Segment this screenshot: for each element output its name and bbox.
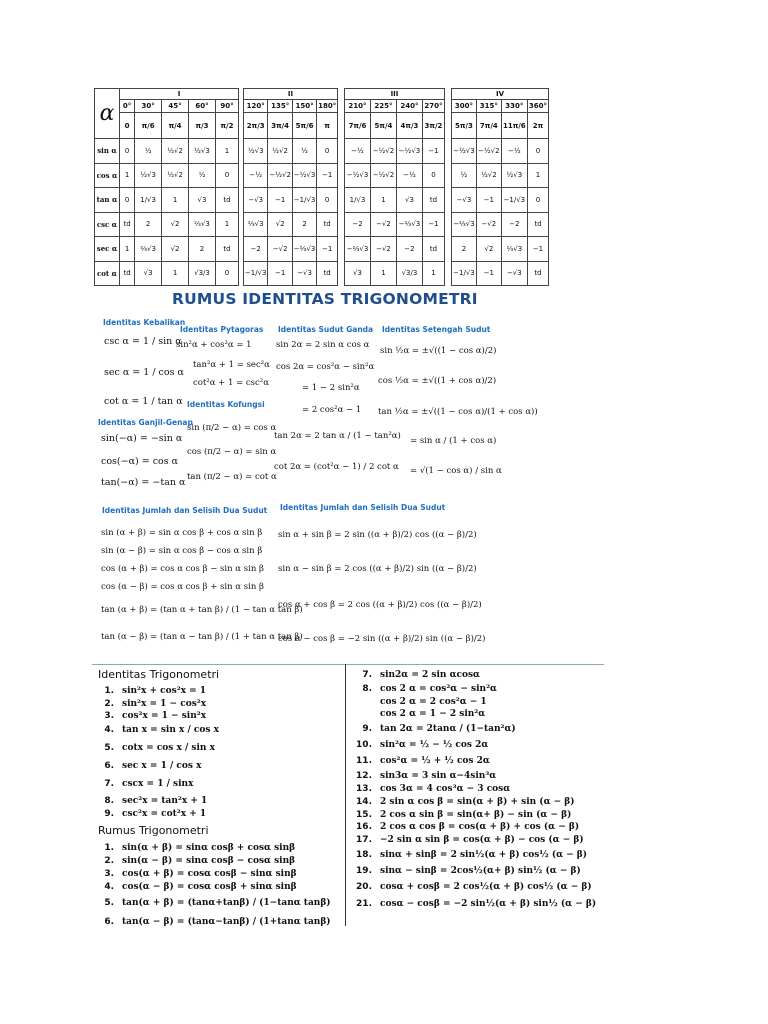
section-heading-sudut-ganda: Identitas Sudut Ganda xyxy=(278,325,374,334)
formula: sin α − sin β = 2 cos ((α + β)/2) sin ((α − β)/2) xyxy=(278,564,477,574)
formula: cos(−α) = cos α xyxy=(101,456,179,467)
formula: = sin α / (1 + cos α) xyxy=(410,436,497,446)
list-item: 8. sec²x = tan²x + 1 xyxy=(104,796,208,807)
quadrant-label: II xyxy=(244,89,338,100)
page-title: RUMUS IDENTITAS TRIGONOMETRI xyxy=(172,290,478,308)
list-item: 2. sin²x = 1 − cos²x xyxy=(104,698,207,709)
list-item: 20. cosα + cosβ = 2 cos½(α + β) cos½ (α − β) xyxy=(356,881,592,892)
section-heading-kebalikan: Identitas Kebalikan xyxy=(103,318,186,327)
formula: tan (π/2 − α) = cot α xyxy=(187,472,277,482)
list-item: 5. cotx = cos x / sin x xyxy=(104,743,215,754)
trig-table-q2: II 120° 135° 150° 180° 2π/3 3π/4 5π/6 π ½√3 ½√2 ½ 0 −½ −½√2 −½√3 −1 −√3 −1 −1/√3 0 ⅔√3 √2 2 td −2 −√2 −⅔√3 −1 −1/√3 −1 −√3 td xyxy=(243,88,338,286)
formula: sec α = 1 / cos α xyxy=(104,367,184,378)
formula: sin (α − β) = sin α cos β − cos α sin β xyxy=(101,546,263,556)
divider xyxy=(92,664,604,665)
formula: cot 2α = (cot²α − 1) / 2 cot α xyxy=(274,462,399,472)
trig-table-q1: α I 0° 30° 45° 60° 90° 0 π/6 π/4 π/3 π/2 sin α 0 ½ ½√2 ½√3 1 cos α 1 ½√3 ½√2 ½ 0 tan α 0 1/√3 1 √3 td csc α td 2 √2 ⅔√3 1 sec α 1 ⅔√3 √2 2 td cot α td √3 1 √3/3 0 xyxy=(94,88,239,286)
section-heading-jumlah-selisih: Identitas Jumlah dan Selisih Dua Sudut xyxy=(102,506,268,515)
formula: cos 2α = cos²α − sin²α xyxy=(276,362,375,372)
list-item: 17. −2 sin α sin β = cos(α + β) − cos (α − β) xyxy=(356,834,584,845)
section-heading-setengah-sudut: Identitas Setengah Sudut xyxy=(382,325,491,334)
formula: tan (α + β) = (tan α + tan β) / (1 − tan α tan β) xyxy=(101,605,303,615)
list-item: 14. 2 sin α cos β = sin(α + β) + sin (α − β) xyxy=(356,797,575,807)
formula: = √(1 − cos α) / sin α xyxy=(410,466,502,476)
list-item: 18. sinα + sinβ = 2 sin½(α + β) cos½ (α − β) xyxy=(356,849,588,860)
formula-list-right xyxy=(354,670,596,915)
identity-list xyxy=(96,686,219,821)
quadrant-label: III xyxy=(345,89,445,100)
list-item: 13. cos 3α = 4 cos³α − 3 cosα xyxy=(356,784,511,794)
formula: sin²α + cos²α = 1 xyxy=(176,340,252,350)
list-item: 7. sin2α = 2 sin αcosα xyxy=(362,670,480,680)
formula: cos ½α = ±√((1 + cos α)/2) xyxy=(378,376,497,386)
heading-rumus-trigonometri: Rumus Trigonometri xyxy=(98,824,209,837)
formula: tan (α − β) = (tan α − tan β) / (1 + tan α tan β) xyxy=(101,632,303,642)
section-heading-jumlah-selisih-2: Identitas Jumlah dan Selisih Dua Sudut xyxy=(280,503,446,512)
formula: tan 2α = 2 tan α / (1 − tan²α) xyxy=(274,431,401,441)
formula: sin (α + β) = sin α cos β + cos α sin β xyxy=(101,528,263,538)
list-item: 12. sin3α = 3 sin α−4sin³α xyxy=(356,771,497,781)
formula: cot²α + 1 = csc²α xyxy=(193,378,269,388)
list-item: 7. cscx = 1 / sinx xyxy=(104,779,194,790)
formula: tan ½α = ±√((1 − cos α)/(1 + cos α)) xyxy=(378,407,538,417)
list-item: 16. 2 cos α cos β = cos(α + β) + cos (α − β) xyxy=(356,822,580,832)
list-item: 1. sin²x + cos²x = 1 xyxy=(104,686,207,696)
formula: sin(−α) = −sin α xyxy=(101,433,183,444)
list-item: cos 2 α = 2 cos²α − 1 xyxy=(380,696,487,707)
list-item: 8. cos 2 α = cos²α − sin²α xyxy=(362,684,497,694)
trig-table-q4: IV 300° 315° 330° 360° 5π/3 7π/4 11π/6 2π −½√3 −½√2 −½ 0 ½ ½√2 ½√3 1 −√3 −1 −1/√3 0 −⅔√3 −√2 −2 td 2 √2 ⅔√3 −1 −1/√3 −1 −√3 td xyxy=(451,88,549,286)
formula: = 2 cos²α − 1 xyxy=(302,405,362,415)
list-item: 6. tan(α − β) = (tanα−tanβ) / (1+tanα tanβ) xyxy=(104,917,331,927)
quadrant-label: IV xyxy=(452,89,549,100)
list-item: 19. sinα − sinβ = 2cos½(α+ β) sin½ (α − β) xyxy=(356,865,581,876)
trig-table-q3: III 210° 225° 240° 270° 7π/6 5π/4 4π/3 3π/2 −½ −½√2 −½√3 −1 −½√3 −½√2 −½ 0 1/√3 1 √3 td −2 −√2 −⅔√3 −1 −⅔√3 −√2 −2 td √3 1 √3/3 1 xyxy=(344,88,445,286)
formula: tan(−α) = −tan α xyxy=(101,477,186,488)
formula: sin 2α = 2 sin α cos α xyxy=(276,340,370,350)
list-item: 4. tan x = sin x / cos x xyxy=(104,725,219,736)
list-item: 15. 2 cos α sin β = sin(α+ β) − sin (α − β) xyxy=(356,809,572,820)
list-item: 5. tan(α + β) = (tanα+tanβ) / (1−tanα tanβ) xyxy=(104,898,331,908)
section-heading-kofungsi: Identitas Kofungsi xyxy=(187,400,265,409)
formula: cot α = 1 / tan α xyxy=(104,396,183,407)
list-item: 9. tan 2α = 2tanα / (1−tan²α) xyxy=(362,724,516,734)
formula: cos (α + β) = cos α cos β − sin α sin β xyxy=(101,564,264,574)
list-item: cos 2 α = 1 − 2 sin²α xyxy=(380,709,486,719)
list-item: 3. cos²x = 1 − sin²x xyxy=(104,711,207,722)
formula: cos (π/2 − α) = sin α xyxy=(187,447,277,457)
list-item: 10. sin²α = ½ − ½ cos 2α xyxy=(356,740,489,750)
formula: cos α − cos β = −2 sin ((α + β)/2) sin ((α − β)/2) xyxy=(278,634,486,644)
formula: sin (π/2 − α) = cos α xyxy=(187,423,277,433)
list-item: 21. cosα − cosβ = −2 sin½(α + β) sin½ (α − β) xyxy=(356,898,597,909)
heading-identitas-trigonometri: Identitas Trigonometri xyxy=(98,668,220,681)
list-item: 6. sec x = 1 / cos x xyxy=(104,761,202,772)
column-divider xyxy=(345,664,346,926)
formula: cos α + cos β = 2 cos ((α + β)/2) cos ((α − β)/2) xyxy=(278,600,482,610)
quadrant-label: I xyxy=(120,89,239,100)
list-item: 2. sin(α − β) = sinα cosβ − cosα sinβ xyxy=(104,856,296,866)
formula: tan²α + 1 = sec²α xyxy=(193,360,270,370)
formula: sin α + sin β = 2 sin ((α + β)/2) cos ((α − β)/2) xyxy=(278,530,477,540)
rumus-list xyxy=(96,843,331,931)
list-item: 9. csc²x = cot²x + 1 xyxy=(104,808,207,819)
formula: csc α = 1 / sin α xyxy=(104,336,182,347)
formula: sin ½α = ±√((1 − cos α)/2) xyxy=(380,346,497,356)
list-item: 3. cos(α + β) = cosα cosβ − sinα sinβ xyxy=(104,869,297,879)
formula: = 1 − 2 sin²α xyxy=(302,383,360,393)
section-heading-pytagoras: Identitas Pytagoras xyxy=(180,325,264,334)
list-item: 11. cos²α = ½ + ½ cos 2α xyxy=(356,755,490,766)
list-item: 1. sin(α + β) = sinα cosβ + cosα sinβ xyxy=(104,843,296,853)
alpha-symbol: α xyxy=(95,89,120,139)
list-item: 4. cos(α − β) = cosα cosβ + sinα sinβ xyxy=(104,882,297,892)
formula: cos (α − β) = cos α cos β + sin α sin β xyxy=(101,582,264,592)
section-heading-ganjil-genap: Identitas Ganjil-Genap xyxy=(98,418,193,427)
